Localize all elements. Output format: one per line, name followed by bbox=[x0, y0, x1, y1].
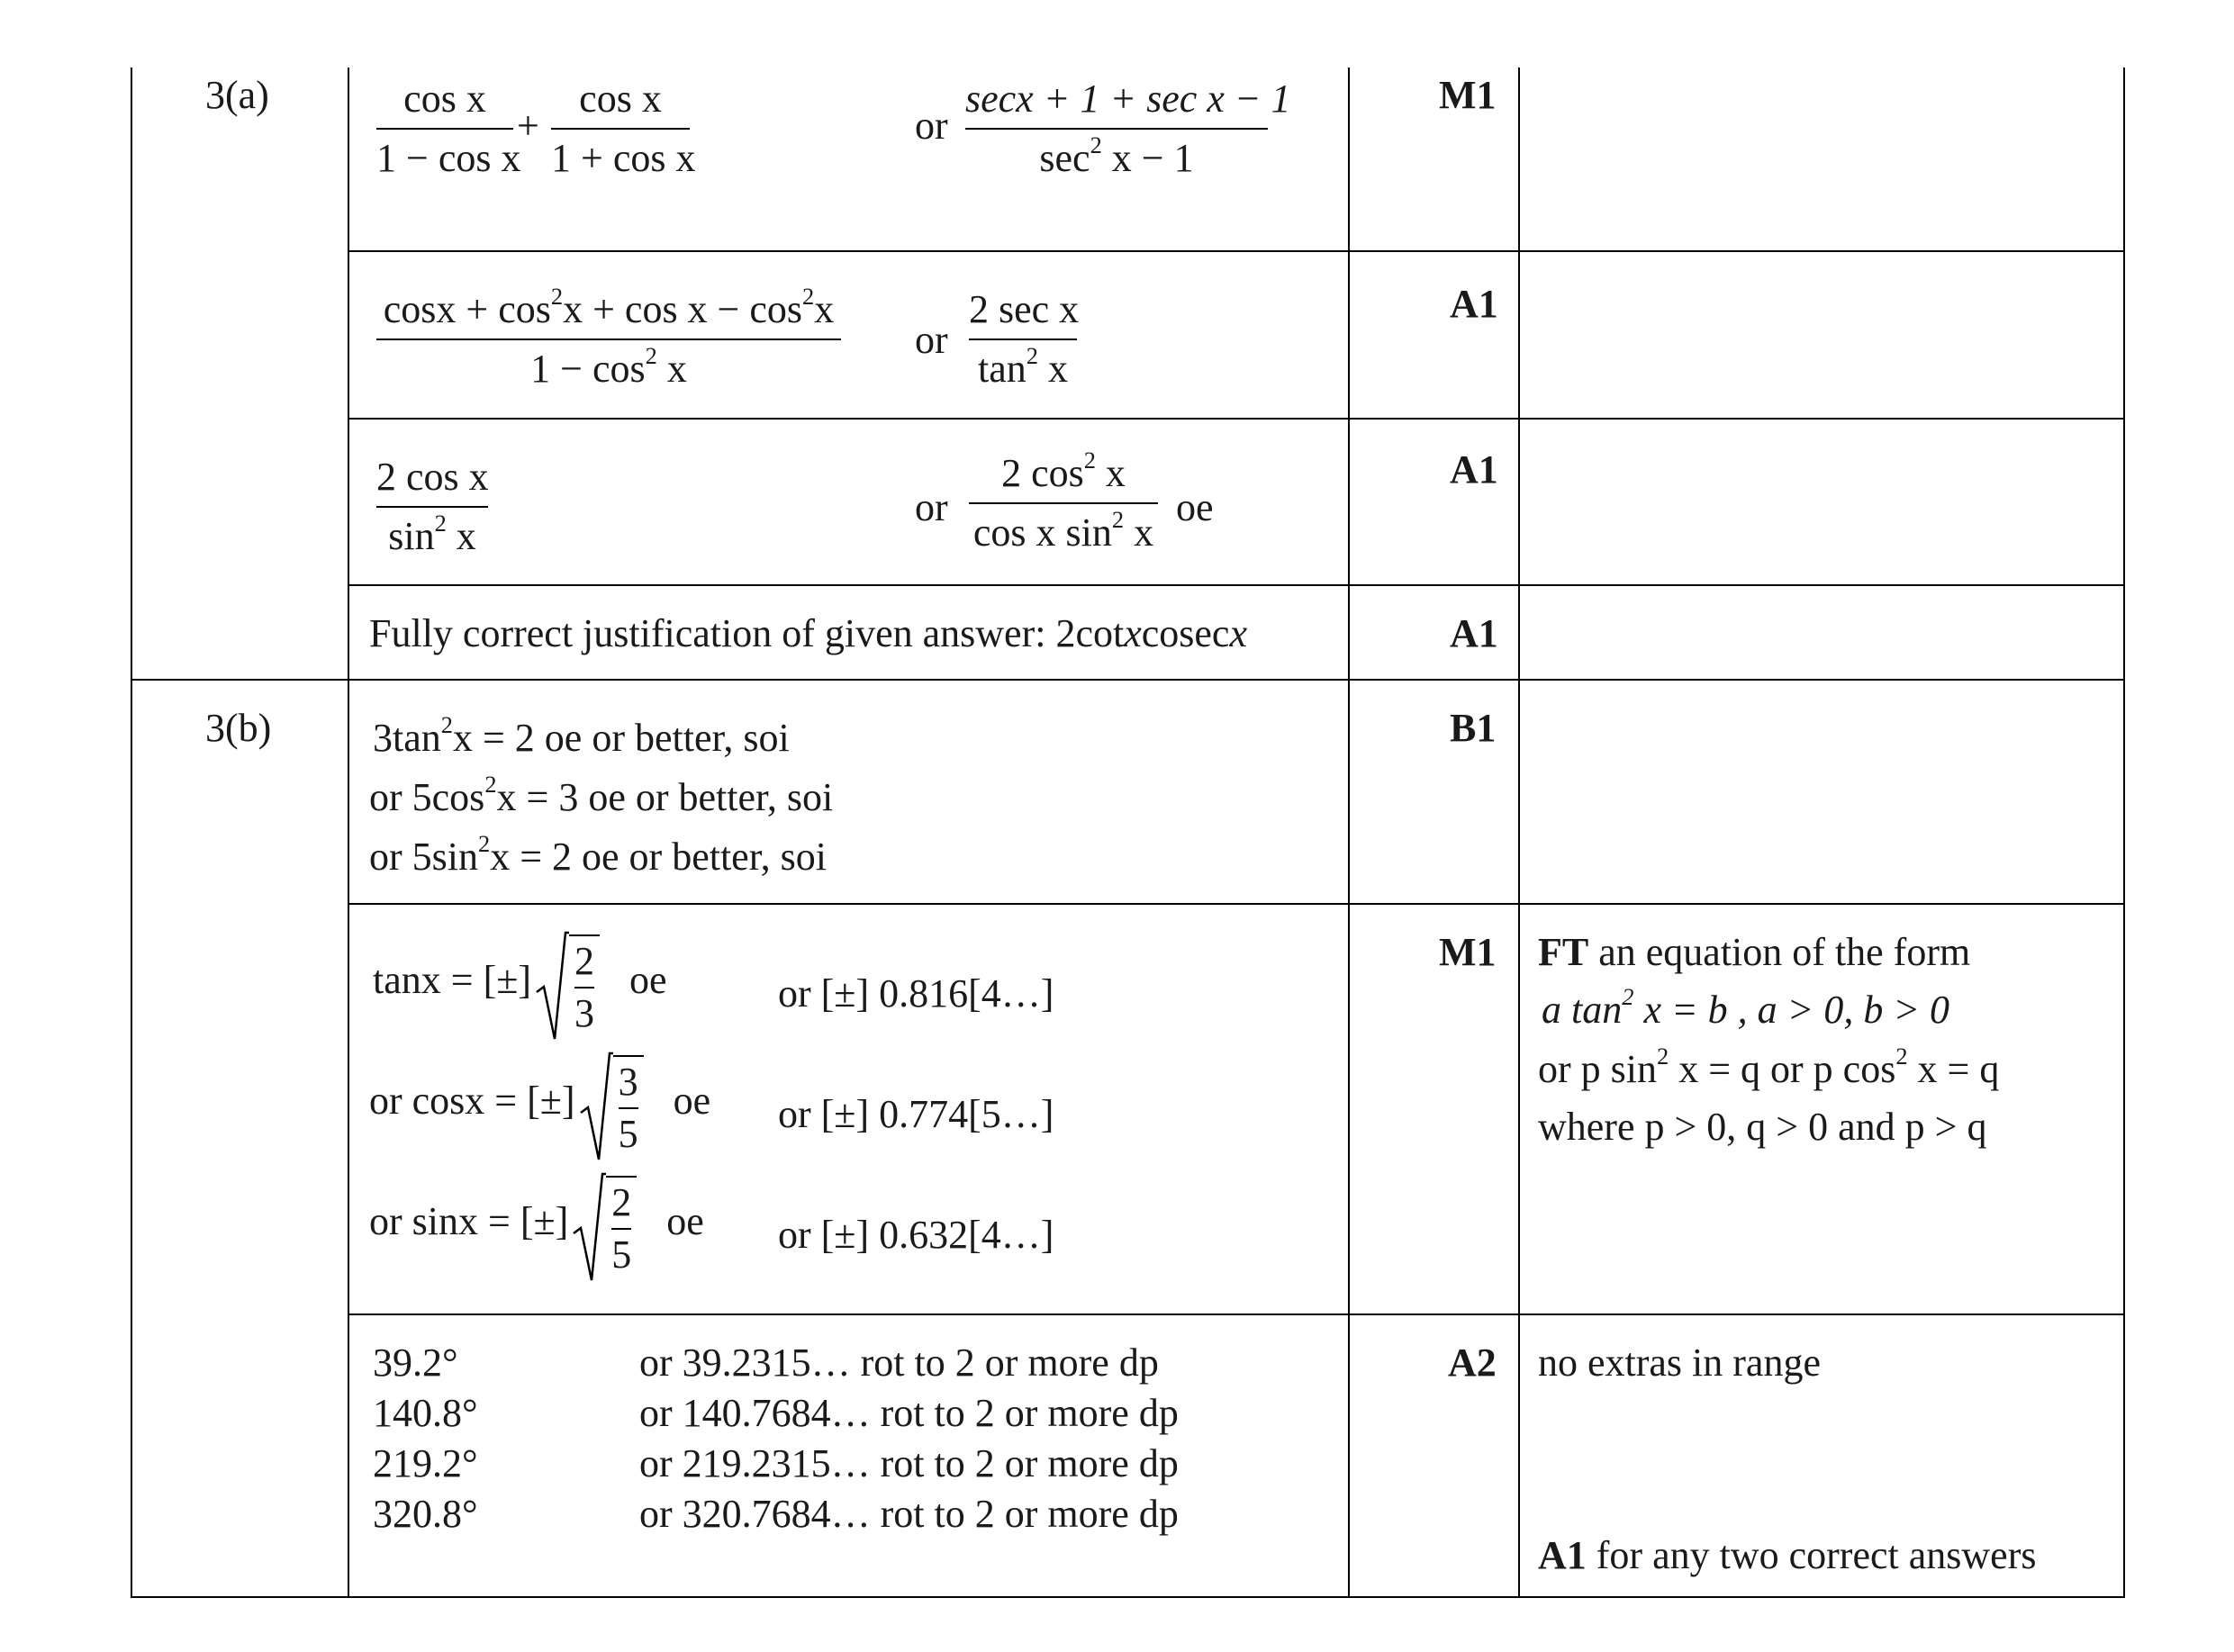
question-label: 3(b) bbox=[205, 706, 272, 750]
fraction: 2 cos x $\sin^2 x$ bbox=[376, 455, 489, 558]
row-divider bbox=[131, 679, 2125, 681]
decimal-alternative: or [±] 0.816[4…] bbox=[778, 971, 1054, 1016]
guidance-note: no extras in range bbox=[1538, 1341, 1821, 1385]
alternative-fraction: secx + 1 + sec x − 1 $\sec^2 x - 1$ bbox=[965, 77, 1291, 180]
answer-note: or 39.2315… rot to 2 or more dp bbox=[639, 1341, 1159, 1385]
answer-note: or 320.7684… rot to 2 or more dp bbox=[639, 1492, 1179, 1536]
row-divider bbox=[348, 418, 2125, 420]
square-root-fraction: $\frac{3}{5}$ bbox=[579, 1055, 644, 1154]
alternative-fraction: 2 sec x $\tan^2 x$ bbox=[969, 287, 1080, 391]
row-divider bbox=[348, 903, 2125, 905]
guidance-note: or p $\sin^2 x = q$ or p $\cos^2 x = q$ bbox=[1538, 1043, 2000, 1091]
answer-value: 219.2° bbox=[373, 1441, 478, 1485]
mark-code: A1 bbox=[1450, 447, 1498, 492]
column-divider-1 bbox=[348, 68, 349, 1598]
table-border-right bbox=[2123, 68, 2125, 1598]
column-divider-2 bbox=[1348, 68, 1350, 1598]
guidance-note: where p > 0, q > 0 and p > q bbox=[1538, 1105, 1987, 1149]
fraction: $\cos x + \cos^2x + \cos x - \cos^2x$ $1 - \cos^2 x$ bbox=[376, 290, 841, 389]
answer-value: 320.8° bbox=[373, 1492, 478, 1536]
or-text: or bbox=[915, 104, 948, 148]
alternative-fraction: 2 $\cos^2 x$ cos x $\sin^2 x$ bbox=[969, 454, 1158, 553]
tan-equation: tanx = [±] $\frac{2}{3}$ oe bbox=[373, 934, 667, 1034]
table-border-left bbox=[131, 68, 132, 1598]
equation-line: or $5\cos^2x = 3$ oe or better, soi bbox=[369, 771, 834, 819]
oe-text: oe bbox=[1176, 485, 1214, 529]
equation-line: or $5\sin^2x = 2$ oe or better, soi bbox=[369, 830, 827, 879]
row-divider bbox=[348, 250, 2125, 252]
question-label: 3(a) bbox=[205, 73, 269, 117]
or-text: or bbox=[915, 485, 948, 529]
table-border-bottom bbox=[131, 1596, 2125, 1598]
row-divider bbox=[348, 584, 2125, 586]
fraction: cos x 1 + cos x bbox=[551, 77, 696, 180]
answer-value: 140.8° bbox=[373, 1391, 478, 1435]
square-root-fraction: $\frac{2}{3}$ bbox=[535, 934, 600, 1034]
plus-sign: + bbox=[517, 104, 539, 148]
answer-value: 39.2° bbox=[373, 1341, 458, 1385]
answer-note: or 219.2315… rot to 2 or more dp bbox=[639, 1441, 1179, 1485]
decimal-alternative: or [±] 0.774[5…] bbox=[778, 1092, 1054, 1136]
mark-code: M1 bbox=[1439, 930, 1497, 974]
mark-code: B1 bbox=[1450, 706, 1497, 750]
sin-equation: or sinx = [±] $\frac{2}{5}$ oe bbox=[369, 1176, 704, 1275]
or-text: or bbox=[915, 318, 948, 362]
mark-code: A1 bbox=[1450, 611, 1498, 655]
equation-line: $3\tan^2x = 2$ oe or better, soi bbox=[373, 711, 790, 760]
square-root-fraction: $\frac{2}{5}$ bbox=[572, 1176, 637, 1275]
mark-code: A2 bbox=[1448, 1341, 1497, 1385]
decimal-alternative: or [±] 0.632[4…] bbox=[778, 1213, 1054, 1257]
guidance-note: FT an equation of the form bbox=[1538, 930, 1971, 974]
row-divider bbox=[348, 1313, 2125, 1315]
justification-text: Fully correct justification of given answer: 2cotxcosecx bbox=[369, 611, 1247, 655]
answer-note: or 140.7684… rot to 2 or more dp bbox=[639, 1391, 1179, 1435]
mark-code: M1 bbox=[1439, 73, 1497, 117]
column-divider-3 bbox=[1518, 68, 1520, 1598]
guidance-note: A1 for any two correct answers bbox=[1538, 1533, 2037, 1577]
fraction: cos x 1 − cos x bbox=[376, 77, 521, 180]
cos-equation: or cosx = [±] $\frac{3}{5}$ oe bbox=[369, 1055, 710, 1154]
guidance-note: a $\tan^2 x = b$ , a > 0, b > 0 bbox=[1542, 983, 1950, 1032]
mark-code: A1 bbox=[1450, 282, 1498, 326]
